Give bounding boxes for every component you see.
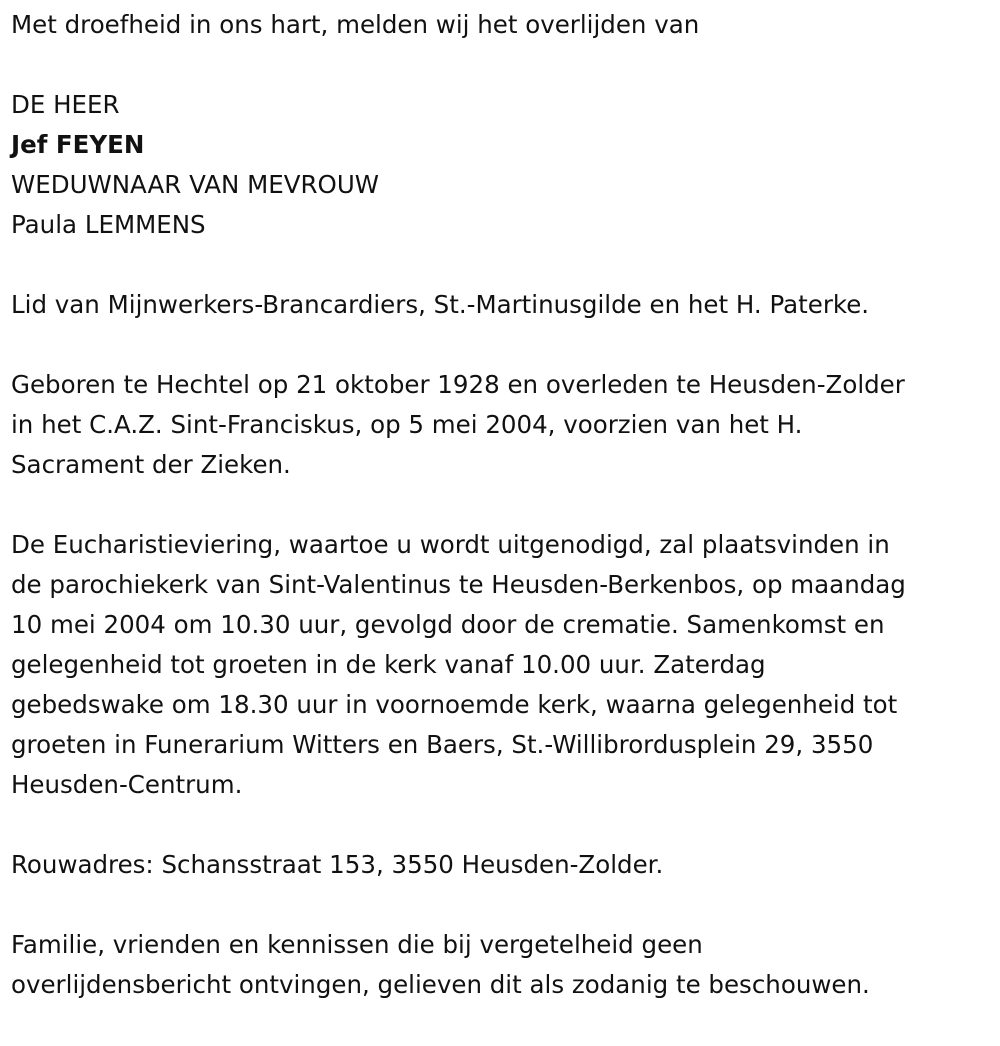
spouse-name: Paula LEMMENS xyxy=(11,210,206,239)
spacer xyxy=(11,245,986,285)
ceremony-paragraph: De Eucharistieviering, waartoe u wordt uitgenodigd, zal plaatsvinden in de parochiekerk van Sint-Valentinus te Heusden-Berkenbos, op maandag 10 mei 2004 om 10.30 uur, gevolgd door de crematie. Samenkomst en gelegenheid tot groeten in de kerk vanaf 10.00 uur. Zaterdag gebedswake om 18.30 uur in voornoemde kerk, waarna gelegenheid tot groeten in Funerarium Witters en Baers, St.-Willibrordusplein 29, 3550 Heusden-Centrum. xyxy=(11,530,906,799)
widower-of-line: WEDUWNAAR VAN MEVROUW xyxy=(11,170,379,199)
spacer xyxy=(11,805,986,845)
memberships-paragraph: Lid van Mijnwerkers-Brancardiers, St.-Martinusgilde en het H. Paterke. xyxy=(11,290,870,319)
closing-paragraph: Familie, vrienden en kennissen die bij vergetelheid geen overlijdensbericht ontvingen, gelieven dit als zodanig te beschouwen. xyxy=(11,930,870,999)
mourning-address: Rouwadres: Schansstraat 153, 3550 Heusden-Zolder. xyxy=(11,850,664,879)
birth-death-paragraph: Geboren te Hechtel op 21 oktober 1928 en overleden te Heusden-Zolder in het C.A.Z. Sint-Franciskus, op 5 mei 2004, voorzien van het H. Sacrament der Zieken. xyxy=(11,370,905,479)
spacer xyxy=(11,45,986,85)
honorific: DE HEER xyxy=(11,90,120,119)
spacer xyxy=(11,325,986,365)
spacer xyxy=(11,485,986,525)
deceased-name: Jef FEYEN xyxy=(11,130,145,159)
spacer xyxy=(11,885,986,925)
intro-line: Met droefheid in ons hart, melden wij het overlijden van xyxy=(11,10,700,39)
death-notice xyxy=(11,5,986,1005)
